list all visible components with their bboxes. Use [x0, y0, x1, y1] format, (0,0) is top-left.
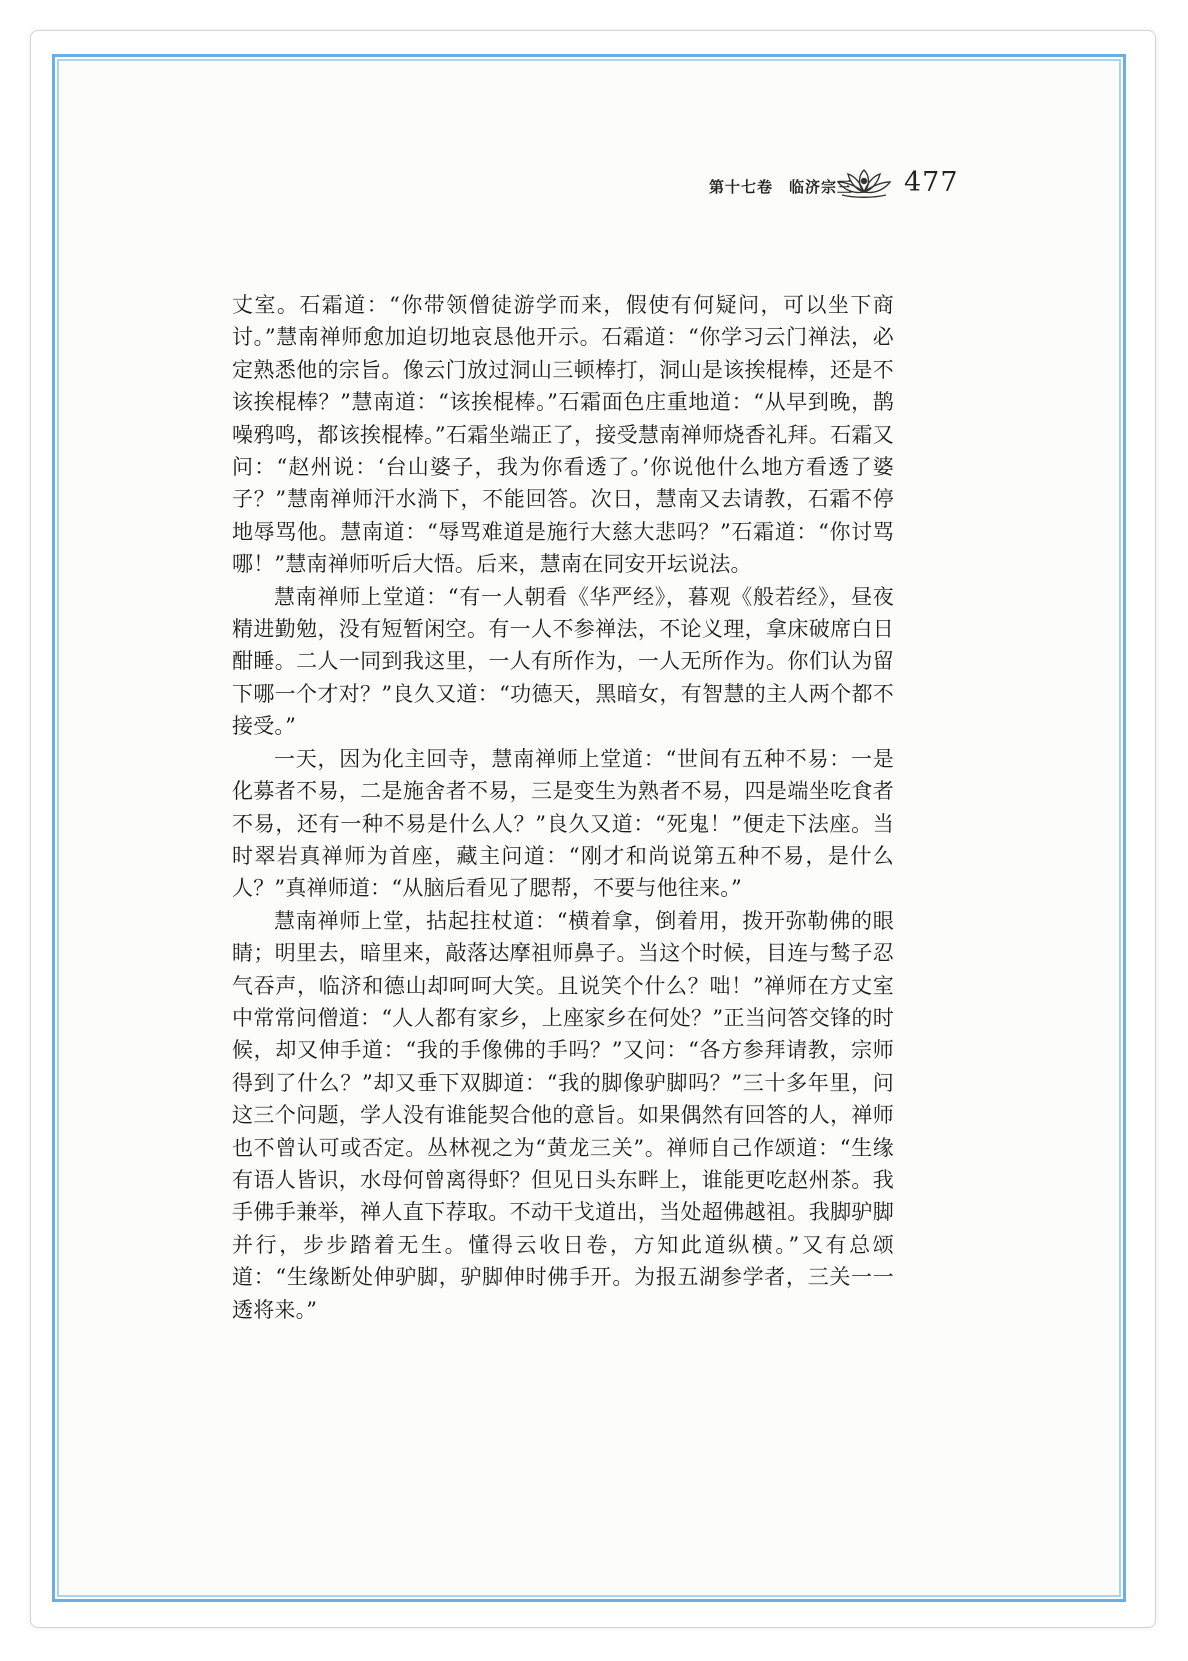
lotus-icon	[834, 164, 894, 200]
paragraph: 丈室。石霜道：“你带领僧徒游学而来，假使有何疑问，可以坐下商讨。”慧南禅师愈加迫切地哀恳他开示。石霜道：“你学习云门禅法，必定熟悉他的宗旨。像云门放过洞山三顿棒打，洞山是该挨棍棒，还是不该挨棍棒？”慧南道：“该挨棍棒。”石霜面色庄重地道：“从早到晚，鹊噪鸦鸣，都该挨棍棒。”石霜坐端正了，接受慧南禅师烧香礼拜。石霜又问：“赵州说：‘台山婆子，我为你看透了。’你说他什么地方看透了婆子？”慧南禅师汗水淌下，不能回答。次日，慧南又去请教，石霜不停地辱骂他。慧南道：“辱骂难道是施行大慈大悲吗？”石霜道：“你讨骂哪！”慧南禅师听后大悟。后来，慧南在同安开坛说法。	[232, 293, 894, 577]
page-paper	[57, 59, 1121, 1597]
paragraph: 慧南禅师上堂道：“有一人朝看《华严经》，暮观《般若经》，昼夜精进勤勉，没有短暂闲空。有一人不参禅法，不论义理，拿床破席白日酣睡。二人一同到我这里，一人有所作为，一人无所作为。你们认为留下哪一个才对？”良久又道：“功德天，黑暗女，有智慧的主人两个都不接受。”	[232, 584, 894, 739]
volume-title: 第十七卷	[709, 178, 774, 196]
running-head	[709, 176, 853, 197]
page-frame	[52, 54, 1126, 1602]
page-number: 477	[904, 167, 959, 198]
paragraph: 一天，因为化主回寺，慧南禅师上堂道：“世间有五种不易：一是化募者不易，二是施舍者不易，三是变生为熟者不易，四是端坐吃食者不易，还有一种不易是什么人？”良久又道：“死鬼！”便走下法座。当时翠岩真禅师为首座，藏主问道：“刚才和尚说第五种不易，是什么人？”真禅师道：“从脑后看见了腮帮，不要与他往来。”	[232, 746, 894, 901]
section-title: 临济宗三	[789, 178, 854, 196]
paragraph: 慧南禅师上堂，拈起拄杖道：“横着拿，倒着用，拨开弥勒佛的眼睛；明里去，暗里来，敲落达摩祖师鼻子。当这个时候，目连与鹙子忍气吞声，临济和德山却呵呵大笑。且说笑个什么？咄！”禅师在方丈室中常常问僧道：“人人都有家乡，上座家乡在何处？”正当问答交锋的时候，却又伸手道：“我的手像佛的手吗？”又问：“各方参拜请教，宗师得到了什么？”却又垂下双脚道：“我的脚像驴脚吗？”三十多年里，问这三个问题，学人没有谁能契合他的意旨。如果偶然有回答的人，禅师也不曾认可或否定。丛林视之为“黄龙三关”。禅师自己作颂道：“生缘有语人皆识，水母何曾离得虾？但见日头东畔上，谁能更吃赵州茶。我手佛手兼举，禅人直下荐取。不动干戈道出，当处超佛越祖。我脚驴脚并行，步步踏着无生。懂得云收日卷，方知此道纵横。”又有总颂道：“生缘断处伸驴脚，驴脚伸时佛手开。为报五湖参学者，三关一一透将来。”	[232, 908, 894, 1322]
body-text	[232, 289, 894, 1326]
